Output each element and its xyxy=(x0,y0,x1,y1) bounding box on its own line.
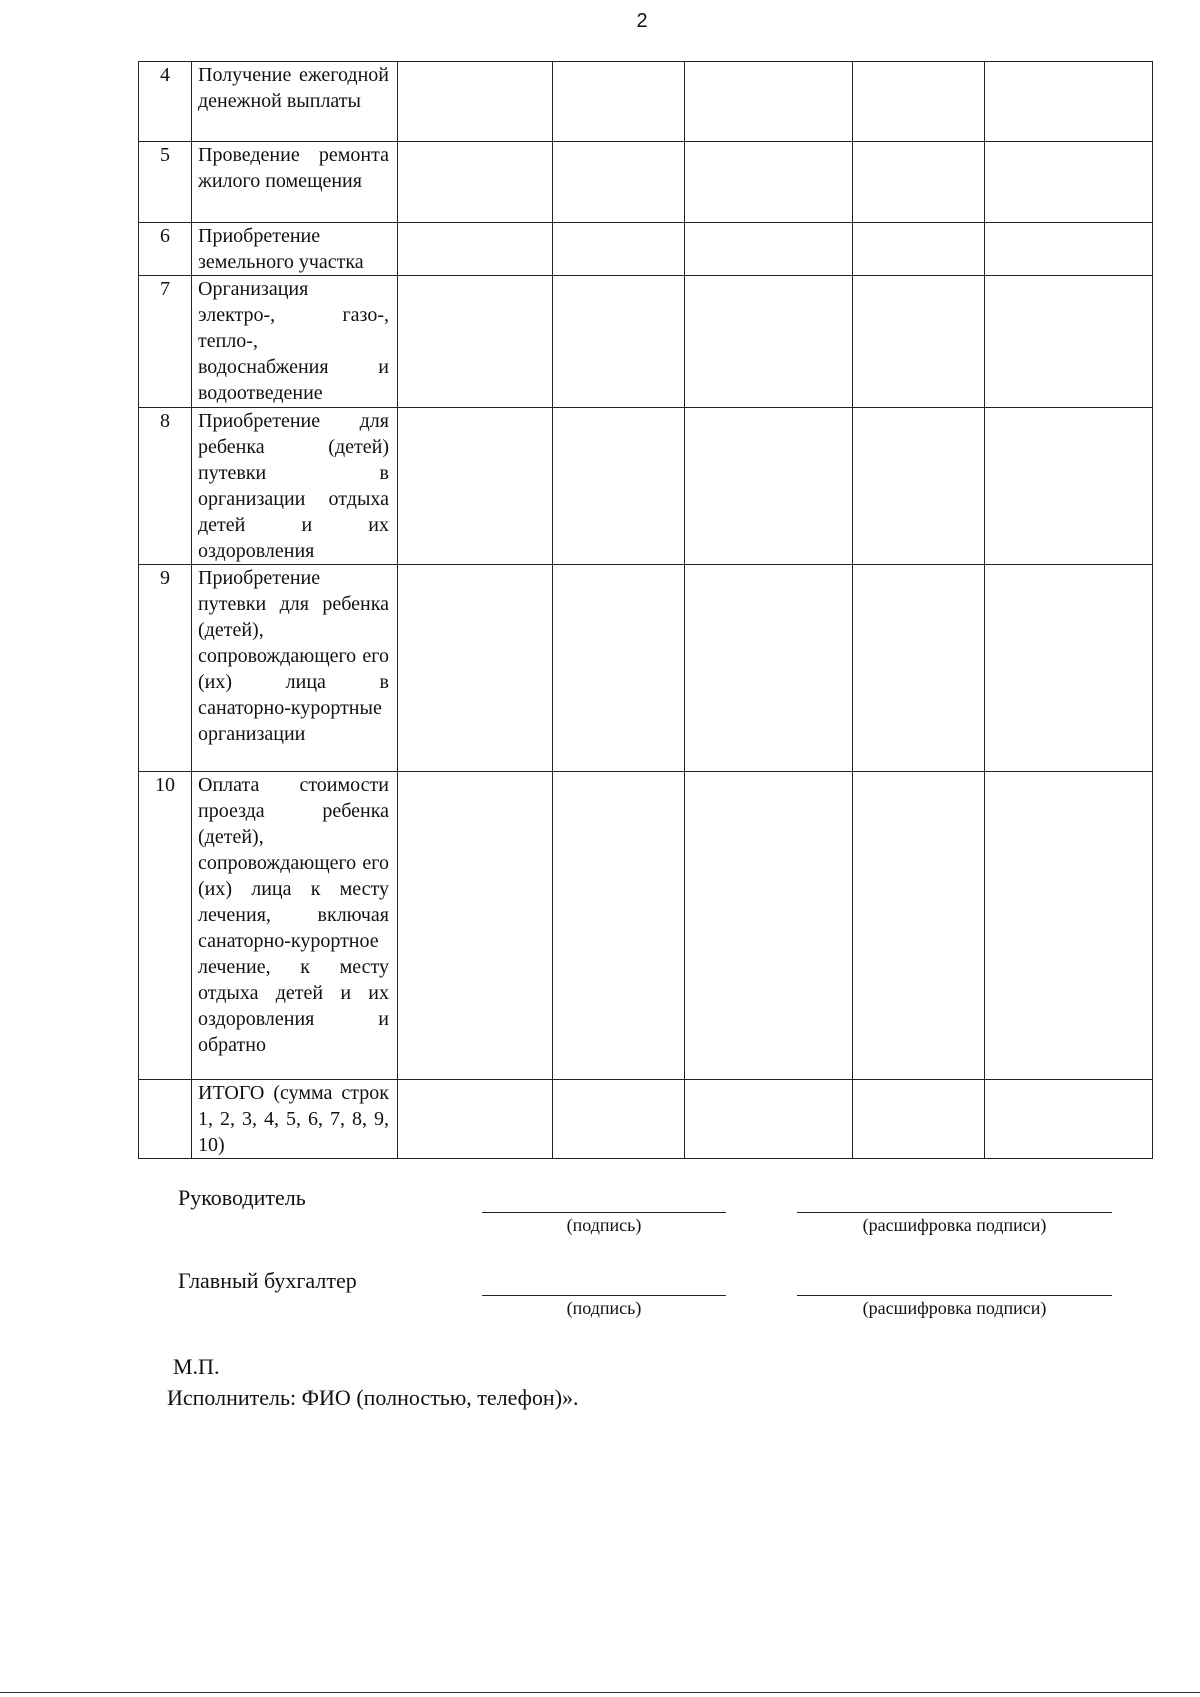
performer-label: Исполнитель: ФИО (полностью, телефон)». xyxy=(167,1385,579,1410)
table-cell xyxy=(553,62,685,142)
row-number: 9 xyxy=(139,565,192,772)
accountant-role-label: Главный бухгалтер xyxy=(178,1268,357,1293)
row-name: Приобретение земельного участка xyxy=(192,223,398,276)
table-cell xyxy=(398,1080,553,1159)
table-cell xyxy=(553,276,685,408)
table-cell xyxy=(985,223,1153,276)
table-cell xyxy=(685,142,853,223)
head-signature-caption: (подпись) xyxy=(566,1215,642,1235)
table-cell xyxy=(853,565,985,772)
row-number: 10 xyxy=(139,772,192,1080)
table-cell xyxy=(685,1080,853,1159)
table-row xyxy=(139,142,1153,223)
table-row-total xyxy=(139,1080,1153,1159)
table-cell xyxy=(685,276,853,408)
accountant-signature-line[interactable] xyxy=(482,1295,726,1296)
row-number: 7 xyxy=(139,276,192,408)
table-cell xyxy=(398,276,553,408)
table-cell xyxy=(853,142,985,223)
row-name: ИТОГО (сумма строк 1, 2, 3, 4, 5, 6, 7, 8, 9, 10) xyxy=(192,1080,398,1159)
report-table xyxy=(138,61,1153,1159)
table-cell xyxy=(398,62,553,142)
accountant-signature-caption: (подпись) xyxy=(566,1298,642,1318)
table-cell xyxy=(685,62,853,142)
table-cell xyxy=(853,772,985,1080)
table-cell xyxy=(398,142,553,223)
table-cell xyxy=(398,772,553,1080)
bottom-rule xyxy=(0,1692,1200,1693)
table-cell xyxy=(685,565,853,772)
table-cell xyxy=(553,142,685,223)
table-cell xyxy=(985,1080,1153,1159)
table-cell xyxy=(685,772,853,1080)
table-cell xyxy=(553,772,685,1080)
table-cell xyxy=(398,223,553,276)
table-cell xyxy=(553,1080,685,1159)
table-cell xyxy=(685,223,853,276)
table-cell xyxy=(985,772,1153,1080)
row-name: Получение ежегодной денежной выплаты xyxy=(192,62,398,142)
table-cell xyxy=(853,276,985,408)
table-row xyxy=(139,223,1153,276)
stamp-label: М.П. xyxy=(173,1354,220,1379)
table-cell xyxy=(553,565,685,772)
row-number: 4 xyxy=(139,62,192,142)
head-signature-line[interactable] xyxy=(482,1212,726,1213)
table-cell xyxy=(985,142,1153,223)
row-name: Приобретение для ребенка (детей) путевки в организации отдыха детей и их оздоровления xyxy=(192,408,398,565)
row-name: Оплата стоимости проезда ребенка (детей), сопровождающего его (их) лица к месту лечения, включая санаторно-курортное лечение, к месту отдыха детей и их оздоровления и обратно xyxy=(192,772,398,1080)
accountant-decode-caption: (расшифровка подписи) xyxy=(862,1298,1047,1318)
table-cell xyxy=(398,565,553,772)
row-name: Организация электро-, газо-, тепло-, водоснабжения и водоотведение xyxy=(192,276,398,408)
head-decode-line[interactable] xyxy=(797,1212,1112,1213)
table-cell xyxy=(553,408,685,565)
head-decode-caption: (расшифровка подписи) xyxy=(862,1215,1047,1235)
table-row xyxy=(139,276,1153,408)
table-cell xyxy=(985,62,1153,142)
table-cell xyxy=(553,223,685,276)
table-row xyxy=(139,62,1153,142)
table-cell xyxy=(853,1080,985,1159)
table-row xyxy=(139,565,1153,772)
table-cell xyxy=(685,408,853,565)
table-cell xyxy=(985,408,1153,565)
row-name: Приобретение путевки для ребенка (детей), сопровождающего его (их) лица в санаторно-курортные организации xyxy=(192,565,398,772)
head-role-label: Руководитель xyxy=(178,1185,306,1210)
row-name: Проведение ремонта жилого помещения xyxy=(192,142,398,223)
table-row xyxy=(139,408,1153,565)
table-cell xyxy=(853,223,985,276)
table-cell xyxy=(398,408,553,565)
row-number: 8 xyxy=(139,408,192,565)
page-number: 2 xyxy=(636,10,648,32)
row-number: 6 xyxy=(139,223,192,276)
table-cell xyxy=(985,565,1153,772)
table-cell xyxy=(985,276,1153,408)
row-number: 5 xyxy=(139,142,192,223)
table-cell xyxy=(853,62,985,142)
table-cell xyxy=(853,408,985,565)
table-row xyxy=(139,772,1153,1080)
row-number xyxy=(139,1080,192,1159)
accountant-decode-line[interactable] xyxy=(797,1295,1112,1296)
